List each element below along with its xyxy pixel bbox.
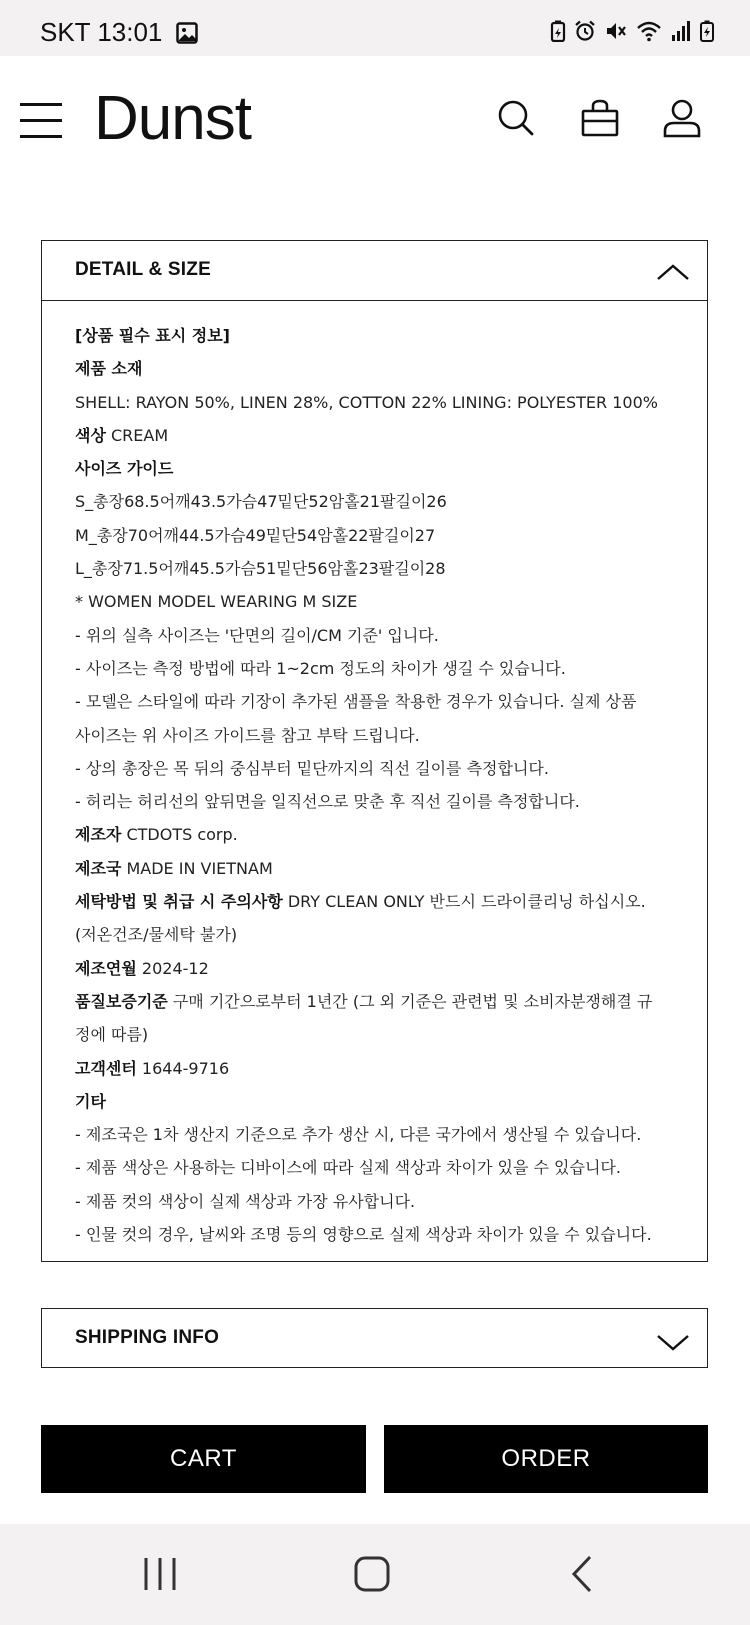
detail-line: [75, 452, 677, 485]
detail-line-text: SHELL: RAYON 50%, LINEN 28%, COTTON 22% LINING: POLYESTER 100%: [75, 392, 658, 412]
detail-line-label: 제조국: [75, 858, 122, 878]
status-bar: [0, 0, 750, 56]
detail-line: [75, 519, 677, 552]
detail-line: [75, 1185, 677, 1218]
detail-line: [75, 552, 677, 585]
detail-line-label: 제품 소재: [75, 359, 143, 379]
system-nav-bar: [0, 1524, 750, 1625]
detail-line-text: - 위의 실측 사이즈는 '단면의 길이/CM 기준' 입니다.: [75, 625, 439, 645]
detail-line: [75, 652, 677, 685]
detail-line: [75, 585, 677, 618]
detail-line: [75, 1052, 677, 1085]
shipping-info-title: SHIPPING INFO: [75, 1327, 220, 1348]
alarm-icon: [574, 20, 596, 42]
detail-line-text: 사이즈는 위 사이즈 가이드를 참고 부탁 드립니다.: [75, 725, 420, 745]
detail-line: [75, 918, 677, 951]
detail-line-text: 구매 기간으로부터 1년간 (그 외 기준은 관련법 및 소비자분쟁해결 규: [167, 991, 653, 1011]
detail-line-text: - 제품 컷의 색상이 실제 색상과 가장 유사합니다.: [75, 1191, 416, 1211]
menu-icon[interactable]: [20, 101, 62, 139]
detail-size-panel: [41, 240, 708, 1262]
status-time: SKT 13:01: [40, 17, 163, 47]
detail-line-text: - 사이즈는 측정 방법에 따라 1~2cm 정도의 차이가 생길 수 있습니다.: [75, 658, 566, 678]
detail-line-text: M_총장70어깨44.5가슴49밑단54암홀22팔길이27: [75, 525, 436, 545]
detail-line: [75, 485, 677, 518]
wifi-icon: [636, 20, 662, 42]
detail-line: [75, 352, 677, 385]
detail-line-text: - 제품 색상은 사용하는 디바이스에 따라 실제 색상과 차이가 있을 수 있습니다.: [75, 1158, 621, 1178]
back-icon[interactable]: [560, 1554, 604, 1594]
order-button[interactable]: ORDER: [384, 1425, 708, 1493]
detail-line-text: * WOMEN MODEL WEARING M SIZE: [75, 592, 358, 612]
user-icon[interactable]: [662, 98, 702, 138]
detail-line-label: 색상: [75, 425, 106, 445]
detail-line-text: - 모델은 스타일에 따라 기장이 추가된 샘플을 착용한 경우가 있습니다. 실제 상품: [75, 692, 637, 712]
shipping-info-panel[interactable]: [41, 1308, 708, 1368]
detail-line: [75, 1218, 677, 1251]
detail-line: [75, 719, 677, 752]
battery-icon: [700, 20, 714, 42]
mute-icon: [604, 20, 628, 42]
detail-line-text: 1644-9716: [136, 1058, 230, 1078]
detail-line-text: CTDOTS corp.: [121, 825, 238, 845]
detail-line-text: - 제조국은 1차 생산지 기준으로 추가 생산 시, 다른 국가에서 생산될 수 있습니다.: [75, 1125, 642, 1145]
detail-line: [75, 619, 677, 652]
home-icon[interactable]: [350, 1554, 394, 1594]
detail-line: [75, 1018, 677, 1051]
detail-line: [75, 685, 677, 718]
search-icon[interactable]: [496, 98, 536, 138]
detail-line: [75, 952, 677, 985]
detail-size-content: [42, 301, 707, 1261]
detail-line-text: L_총장71.5어깨45.5가슴51밑단56암홀23팔길이28: [75, 559, 446, 579]
detail-line: [75, 1118, 677, 1151]
detail-line-text: 정에 따름): [75, 1025, 149, 1045]
detail-line-label: 제조자: [75, 825, 122, 845]
recent-apps-icon[interactable]: [138, 1554, 182, 1594]
detail-line: [75, 419, 677, 452]
gallery-icon: [176, 22, 198, 44]
shopping-bag-icon[interactable]: [580, 98, 620, 138]
detail-line-text: - 인물 컷의 경우, 날씨와 조명 등의 영향으로 실제 색상과 차이가 있을 수 있습니다.: [75, 1225, 652, 1245]
detail-line-label: 고객센터: [75, 1058, 137, 1078]
detail-line-text: (저온건조/물세탁 불가): [75, 925, 238, 945]
detail-line-text: - 상의 총장은 목 뒤의 중심부터 밑단까지의 직선 길이를 측정합니다.: [75, 758, 549, 778]
detail-line-text: 2024-12: [136, 958, 209, 978]
detail-line: [75, 1151, 677, 1184]
detail-line-text: S_총장68.5어깨43.5가슴47밑단52암홀21팔길이26: [75, 492, 447, 512]
detail-size-header[interactable]: [42, 241, 707, 301]
detail-size-title: DETAIL & SIZE: [75, 259, 211, 280]
detail-line-text: DRY CLEAN ONLY 반드시 드라이클리닝 하십시오.: [282, 892, 646, 912]
detail-line: [75, 818, 677, 851]
detail-line: [75, 386, 677, 419]
detail-line-text: MADE IN VIETNAM: [121, 858, 273, 878]
detail-line-label: 제조연월: [75, 958, 137, 978]
detail-line: [75, 985, 677, 1018]
site-header: [0, 56, 750, 184]
detail-line-label: 기타: [75, 1091, 106, 1111]
cart-button[interactable]: CART: [41, 1425, 366, 1493]
signal-icon: [670, 20, 692, 42]
detail-line: [75, 752, 677, 785]
detail-line-text: - 허리는 허리선의 앞뒤면을 일직선으로 맞춘 후 직선 길이를 측정합니다.: [75, 792, 580, 812]
brand-logo[interactable]: Dunst: [94, 84, 251, 153]
detail-line-label: [상품 필수 표시 정보]: [75, 326, 230, 345]
battery-saver-icon: [550, 20, 566, 42]
detail-line-label: 품질보증기준: [75, 991, 168, 1011]
detail-line: [75, 1085, 677, 1118]
detail-line: [75, 319, 677, 352]
detail-line-label: 사이즈 가이드: [75, 459, 174, 479]
detail-line: [75, 885, 677, 918]
detail-line-text: CREAM: [105, 425, 169, 445]
detail-line: [75, 785, 677, 818]
detail-line: [75, 852, 677, 885]
detail-line-label: 세탁방법 및 취급 시 주의사항: [75, 892, 283, 912]
chevron-up-icon[interactable]: [657, 263, 689, 281]
chevron-down-icon[interactable]: [657, 1333, 689, 1351]
